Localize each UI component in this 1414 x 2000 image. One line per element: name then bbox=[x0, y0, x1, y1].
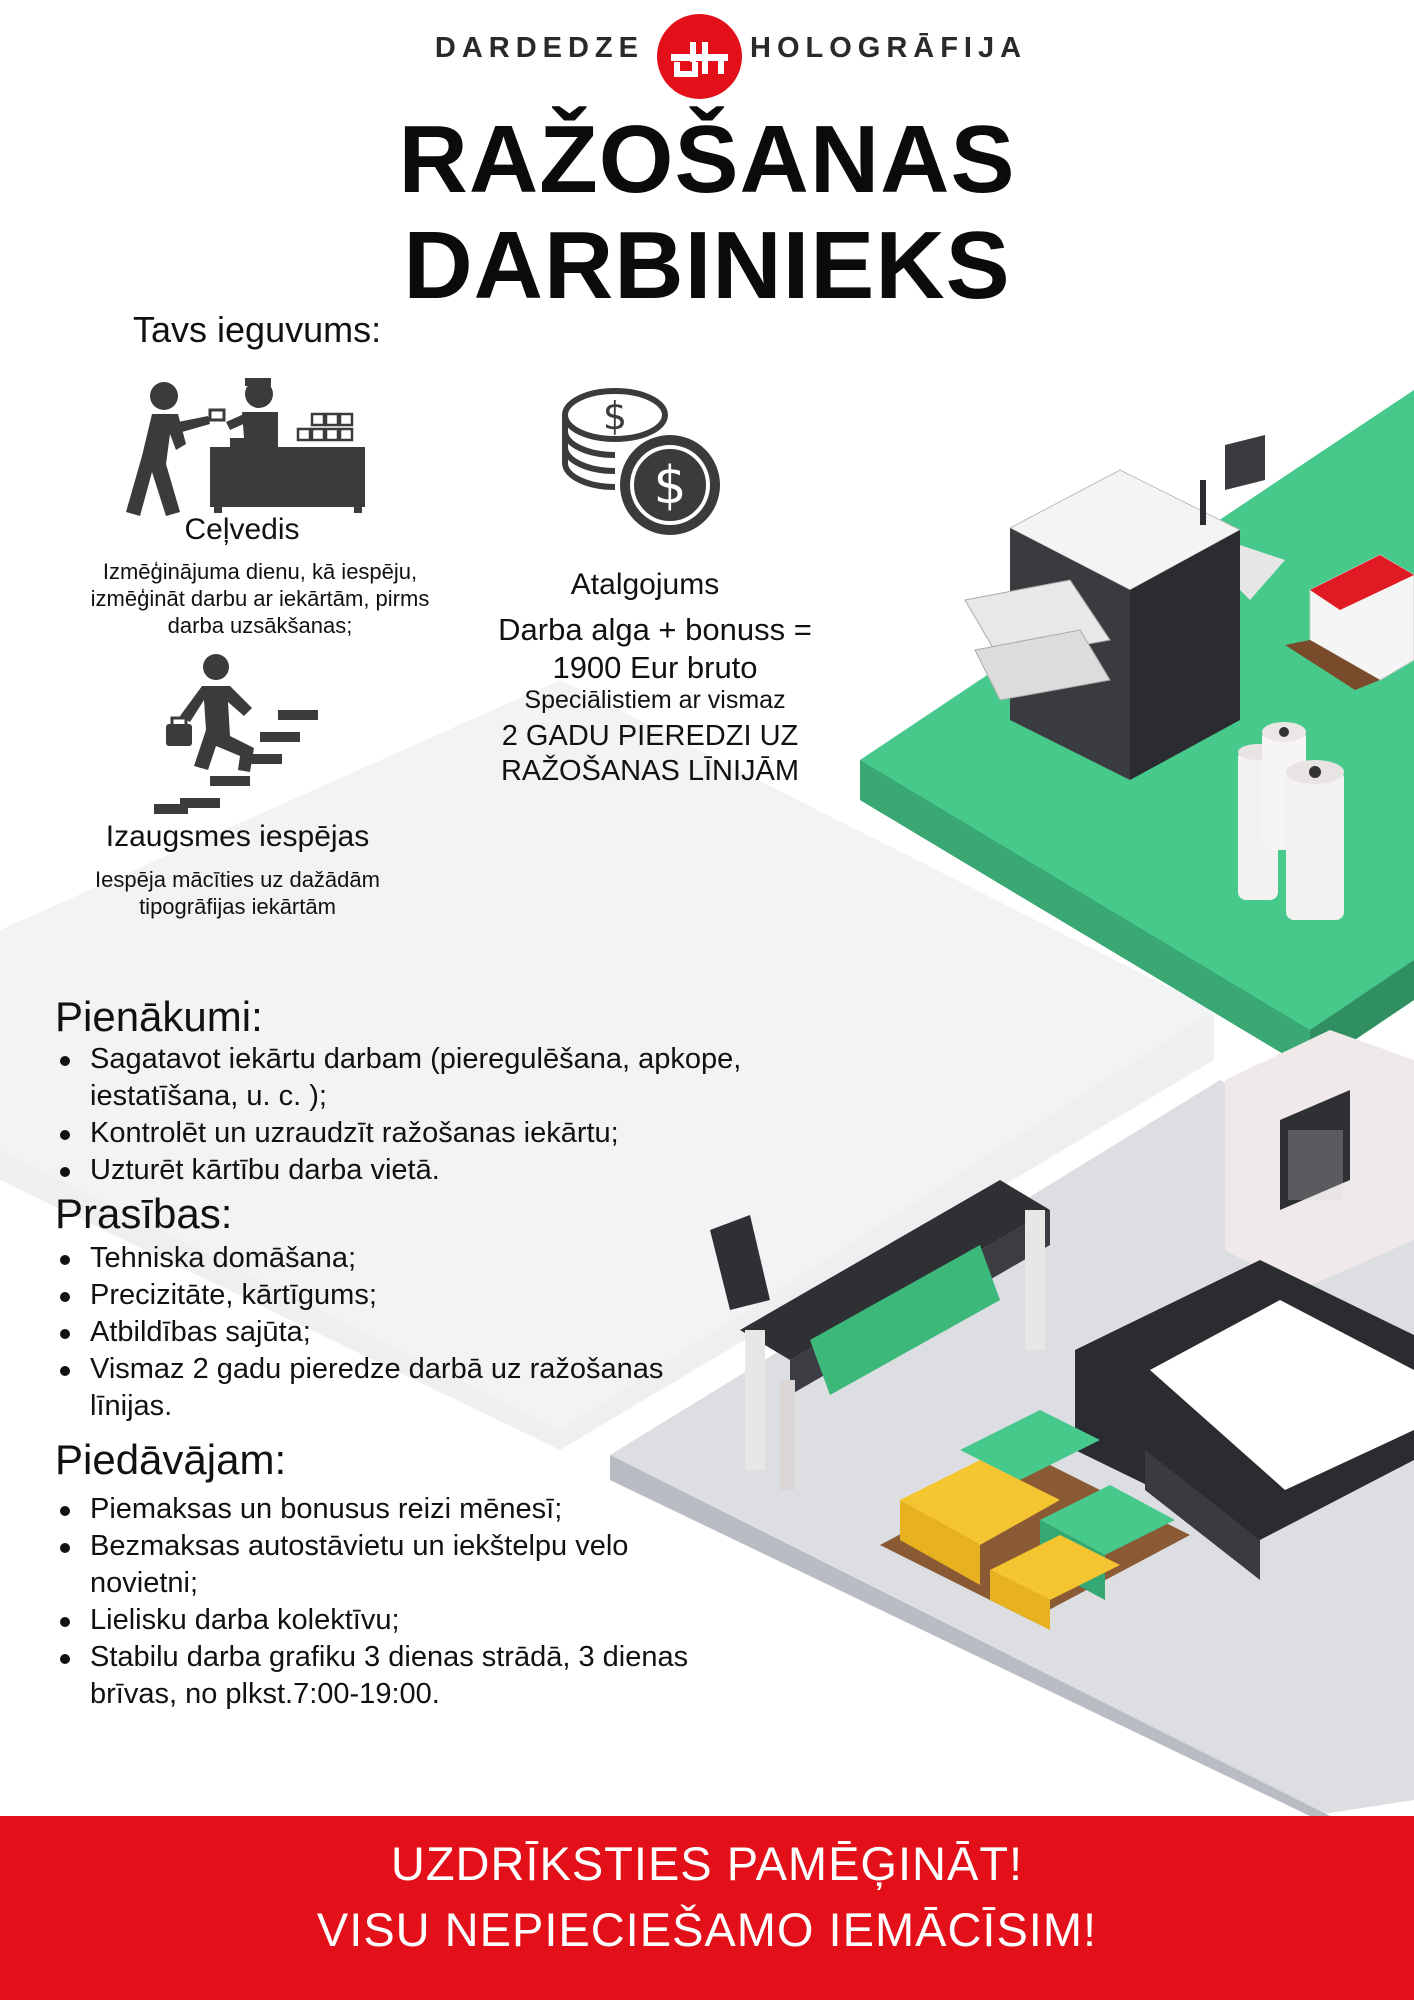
salary-note-line3: RAŽOŠANAS LĪNIJĀM bbox=[500, 755, 800, 787]
guide-description bbox=[55, 558, 465, 639]
page-title-line2: DARBINIEKS bbox=[403, 212, 1011, 319]
list-item: līnijas. bbox=[90, 1390, 173, 1422]
guide-desc-line: darba uzsākšanas; bbox=[167, 613, 353, 638]
salary-amount-line1: Darba alga + bonuss = bbox=[498, 612, 812, 647]
offer-heading: Piedāvājam: bbox=[55, 1436, 287, 1483]
brand-left-word: DARDEDZE bbox=[434, 32, 644, 64]
duties-heading: Pienākumi: bbox=[55, 993, 263, 1040]
brand-mark-icon bbox=[657, 14, 742, 99]
growth-desc-line: Iespēja mācīties uz dažādām bbox=[95, 867, 380, 892]
brand-logo bbox=[0, 14, 1414, 104]
brand-right-word: HOLOGRĀFIJA bbox=[750, 32, 1028, 64]
growth-description bbox=[55, 866, 420, 920]
list-item: iestatīšana, u. c. ); bbox=[90, 1080, 327, 1112]
handover-icon bbox=[122, 372, 367, 517]
list-item: Stabilu darba grafiku 3 dienas strādā, 3 dienas bbox=[58, 1639, 688, 1676]
guide-desc-line: izmēģināt darbu ar iekārtām, pirms bbox=[90, 586, 430, 611]
benefits-heading: Tavs ieguvums: bbox=[133, 309, 382, 350]
stairs-climb-icon bbox=[150, 652, 320, 817]
guide-title: Ceļvedis bbox=[184, 513, 300, 546]
svg-text:$: $ bbox=[602, 394, 628, 438]
requirements-heading: Prasības: bbox=[55, 1190, 233, 1237]
salary-note-line2: 2 GADU PIEREDZI UZ bbox=[501, 720, 799, 752]
salary-note-line1: Speciālistiem ar vismaz bbox=[524, 686, 786, 714]
list-item: Tehniska domāšana; bbox=[58, 1240, 663, 1277]
requirements-list bbox=[58, 1240, 663, 1425]
list-item: Sagatavot iekārtu darbam (pieregulēšana, apkope, bbox=[58, 1041, 741, 1078]
list-item: novietni; bbox=[90, 1567, 199, 1599]
list-item: Piemaksas un bonusus reizi mēnesī; bbox=[58, 1491, 688, 1528]
list-item: brīvas, no plkst.7:00-19:00. bbox=[90, 1678, 440, 1710]
svg-text:$: $ bbox=[653, 456, 687, 516]
page-title-line1: RAŽOŠANAS bbox=[398, 106, 1016, 213]
list-item: Atbildības sajūta; bbox=[58, 1314, 663, 1351]
salary-title: Atalgojums bbox=[570, 568, 720, 601]
duties-list bbox=[58, 1041, 741, 1189]
growth-title: Izaugsmes iespējas bbox=[105, 820, 370, 853]
list-item: Uzturēt kārtību darba vietā. bbox=[58, 1152, 741, 1189]
offer-list bbox=[58, 1491, 688, 1713]
coins-dollar-icon bbox=[560, 385, 725, 540]
list-item: Precizitāte, kārtīgums; bbox=[58, 1277, 663, 1314]
list-item: Lielisku darba kolektīvu; bbox=[58, 1602, 688, 1639]
footer-line2: VISU NEPIECIEŠAMO IEMĀCĪSIM! bbox=[316, 1903, 1098, 1956]
list-item: Kontrolēt un uzraudzīt ražošanas iekārtu; bbox=[58, 1115, 741, 1152]
list-item: Bezmaksas autostāvietu un iekštelpu velo bbox=[58, 1528, 688, 1565]
footer-line1: UZDRĪKSTIES PAMĒĢINĀT! bbox=[390, 1837, 1024, 1890]
growth-desc-line: tipogrāfijas iekārtām bbox=[139, 894, 336, 919]
guide-desc-line: Izmēģinājuma dienu, kā iespēju, bbox=[102, 559, 418, 584]
list-item: Vismaz 2 gadu pieredze darbā uz ražošanas bbox=[58, 1351, 663, 1388]
salary-amount-line2: 1900 Eur bruto bbox=[552, 650, 758, 685]
